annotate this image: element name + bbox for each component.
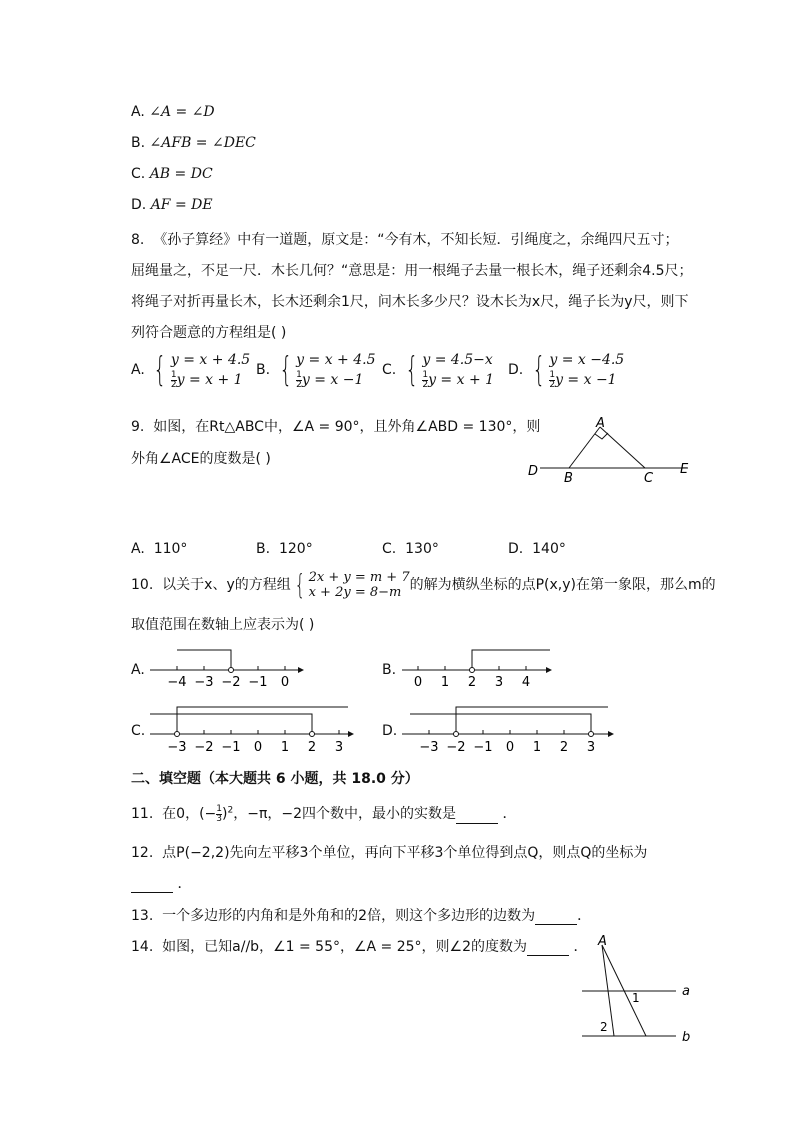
svg-text:−1: −1	[221, 740, 241, 755]
equation-system: y = x −4.5 $\frac{1}{2}$ y = x −1	[549, 352, 625, 390]
q7-option-a[interactable]: A. ∠A = ∠D	[131, 104, 215, 120]
svg-text:D: D	[528, 464, 539, 479]
answer-blank[interactable]	[131, 878, 173, 893]
svg-text:−2: −2	[221, 675, 241, 690]
q10-stem-line-1: 10. 以关于x、y的方程组 { 2x + y = m + 7 x + 2y = 8−m 的解为横纵坐标的点P(x,y)在第一象限，那么m的	[131, 568, 716, 601]
q14-parallel-lines-figure	[576, 933, 706, 1048]
q10-option-a-label[interactable]: A.	[131, 662, 145, 678]
q7-option-c[interactable]: C. AB = DC	[131, 166, 213, 182]
svg-text:A: A	[598, 934, 607, 949]
svg-text:C: C	[644, 471, 654, 486]
q8-stem-line-2: 屈绳量之，不足一尺．木长几何？“意思是：用一根绳子去量一根长木，绳子还剩余4.5尺；	[131, 263, 693, 279]
answer-blank[interactable]	[456, 809, 498, 824]
svg-text:1: 1	[532, 740, 542, 755]
svg-text:−3: −3	[194, 675, 214, 690]
q8-option-c[interactable]: C. { y = 4.5−x $\frac{1}{2}$ y = x + 1	[382, 350, 495, 390]
svg-text:−1: −1	[248, 675, 268, 690]
svg-text:a: a	[682, 984, 690, 999]
svg-text:2: 2	[600, 1020, 608, 1034]
svg-text:−2: −2	[194, 740, 214, 755]
svg-text:−3: −3	[167, 740, 187, 755]
answer-blank[interactable]	[527, 941, 569, 956]
svg-text:E: E	[680, 462, 689, 477]
q14-stem: 14. 如图，已知a//b，∠1 = 55°，∠A = 25°，则∠2的度数为 ．	[131, 939, 588, 955]
svg-text:2: 2	[467, 675, 477, 690]
q7-option-d[interactable]: D. AF = DE	[131, 197, 213, 213]
q13-stem: 13. 一个多边形的内角和是外角和的2倍，则这个多边形的边数为 ．	[131, 908, 592, 924]
svg-text:−2: −2	[446, 740, 466, 755]
q9-option-c[interactable]: C. 130°	[382, 541, 439, 557]
q8-option-d[interactable]: D. { y = x −4.5 $\frac{1}{2}$ y = x −1	[508, 350, 625, 390]
svg-text:B: B	[564, 471, 573, 486]
svg-text:A: A	[596, 416, 605, 431]
svg-text:3: 3	[586, 740, 596, 755]
svg-text:−1: −1	[473, 740, 493, 755]
svg-text:1: 1	[280, 740, 290, 755]
q10-option-c-number-line[interactable]	[148, 702, 360, 754]
svg-text:0: 0	[280, 675, 290, 690]
svg-text:2: 2	[559, 740, 569, 755]
q7-option-b[interactable]: B. ∠AFB = ∠DEC	[131, 135, 256, 151]
q10-option-b-number-line[interactable]	[400, 645, 560, 693]
q12-stem: 12. 点P(−2,2)先向左平移3个单位，再向下平移3个单位得到点Q，则点Q的坐标为	[131, 845, 648, 861]
q12-answer-line: ．	[131, 873, 191, 893]
q8-option-a[interactable]: A. { y = x + 4.5 $\frac{1}{2}$ y = x + 1	[131, 350, 251, 390]
q10-option-d-number-line[interactable]	[400, 702, 622, 754]
q9-option-a[interactable]: A. 110°	[131, 541, 188, 557]
svg-text:−3: −3	[419, 740, 439, 755]
svg-text:3: 3	[494, 675, 504, 690]
svg-text:−4: −4	[167, 675, 187, 690]
q9-option-d[interactable]: D. 140°	[508, 541, 566, 557]
svg-text:0: 0	[253, 740, 263, 755]
svg-text:1: 1	[440, 675, 450, 690]
svg-text:0: 0	[505, 740, 515, 755]
q9-stem-line-2: 外角∠ACE的度数是( )	[131, 451, 271, 467]
svg-text:1: 1	[632, 991, 640, 1005]
q10-option-b-label[interactable]: B.	[382, 662, 397, 678]
svg-text:0: 0	[413, 675, 423, 690]
q9-triangle-figure	[520, 415, 700, 490]
answer-blank[interactable]	[535, 910, 577, 925]
svg-text:2: 2	[307, 740, 317, 755]
q9-stem-line-1: 9. 如图，在Rt△ABC中，∠A = 90°，且外角∠ABD = 130°，则	[131, 419, 541, 435]
svg-text:3: 3	[334, 740, 344, 755]
equation-system: y = 4.5−x $\frac{1}{2}$ y = x + 1	[422, 352, 495, 390]
q8-stem-line-4: 列符合题意的方程组是( )	[131, 325, 287, 341]
equation-system: y = x + 4.5 $\frac{1}{2}$ y = x −1	[296, 352, 376, 390]
q10-option-c-label[interactable]: C.	[131, 723, 146, 739]
q8-stem-line-3: 将绳子对折再量长木，长木还剩余1尺，问木长多少尺？设木长为x尺，绳子长为y尺，则下	[131, 294, 689, 310]
q10-option-a-number-line[interactable]	[148, 645, 308, 693]
q11-stem: 11. 在0，(− $\frac{1}{3}$ )$^2$，−π，−2四个数中，最小的实数是 ．	[131, 803, 517, 824]
svg-text:4: 4	[521, 675, 531, 690]
q10-option-d-label[interactable]: D.	[382, 723, 398, 739]
q8-stem-line-1: 8. 《孙子算经》中有一道题，原文是：“今有木，不知长短．引绳度之，余绳四尺五寸；	[131, 232, 679, 248]
equation-system: y = x + 4.5 $\frac{1}{2}$ y = x + 1	[170, 352, 251, 390]
section-heading: 二、填空题（本大题共 6 小题，共 18.0 分）	[131, 771, 419, 787]
q10-stem-line-2: 取值范围在数轴上应表示为( )	[131, 617, 315, 633]
svg-text:b: b	[682, 1030, 691, 1045]
q8-option-b[interactable]: B. { y = x + 4.5 $\frac{1}{2}$ y = x −1	[256, 350, 376, 390]
q9-option-b[interactable]: B. 120°	[256, 541, 313, 557]
